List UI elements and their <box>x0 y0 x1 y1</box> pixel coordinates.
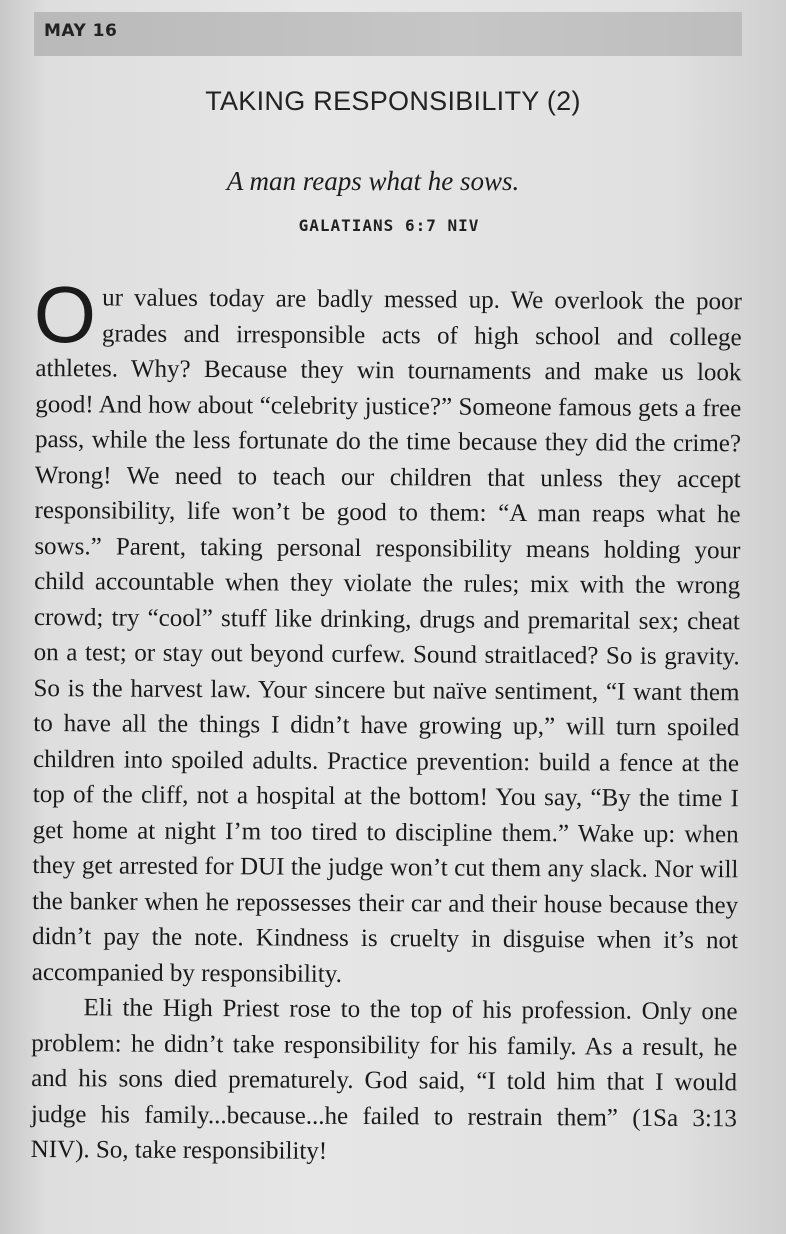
drop-cap: O <box>33 269 97 360</box>
paragraph-2: Eli the High Priest rose to the top of his profession. Only one problem: he didn’t take responsibility for his family. As a result, he and his sons died prematurely. God said, “I told him that I would judge his family...because...he failed to restrain them” (1Sa 3:13 NIV). So, take responsibility! <box>30 994 738 1165</box>
paragraph-1 <box>31 269 742 994</box>
page-title: TAKING RESPONSIBILITY (2) <box>205 86 581 116</box>
verse-quote: A man reaps what he sows. <box>226 166 520 196</box>
verse-reference: GALATIANS 6:7 NIV <box>298 216 480 235</box>
page-date: MAY 16 <box>44 21 118 41</box>
devotional-body <box>30 269 742 1172</box>
paragraph-1-text: ur values today are badly messed up. We overlook the poor grades and irresponsible acts of high school and college athletes. Why? Because they win tournaments and make us look good! And how about “celebrity justice?” Someone famous gets a free pass, while the less fortunate do the time because they did the crime? Wrong! We need to teach our children that unless they accept responsibility, life won’t be good to them: “A man reaps what he sows.” Parent, taking personal responsibility means holding your child accountable when they violate the rules; mix with the wrong crowd; try “cool” stuff like drinking, drugs and premarital sex; cheat on a test; or stay out beyond curfew. Sound straitlaced? So is gravity. So is the harvest law. Your sincere but naïve sentiment, “I want them to have all the things I didn’t have growing up,” will turn spoiled children into spoiled adults. Practice prevention: build a fence at the top of the cliff, not a hospital at the bottom! You say, “By the time I get home at night I’m too tired to discipline them.” Wake up: when they get arrested for DUI the judge won’t cut them any slack. Nor will the banker when he repossesses their car and their house because they didn’t pay the note. Kindness is cruelty in disguise when it’s not accompanied by responsibility. <box>31 284 742 988</box>
date-header-bar <box>34 12 742 56</box>
